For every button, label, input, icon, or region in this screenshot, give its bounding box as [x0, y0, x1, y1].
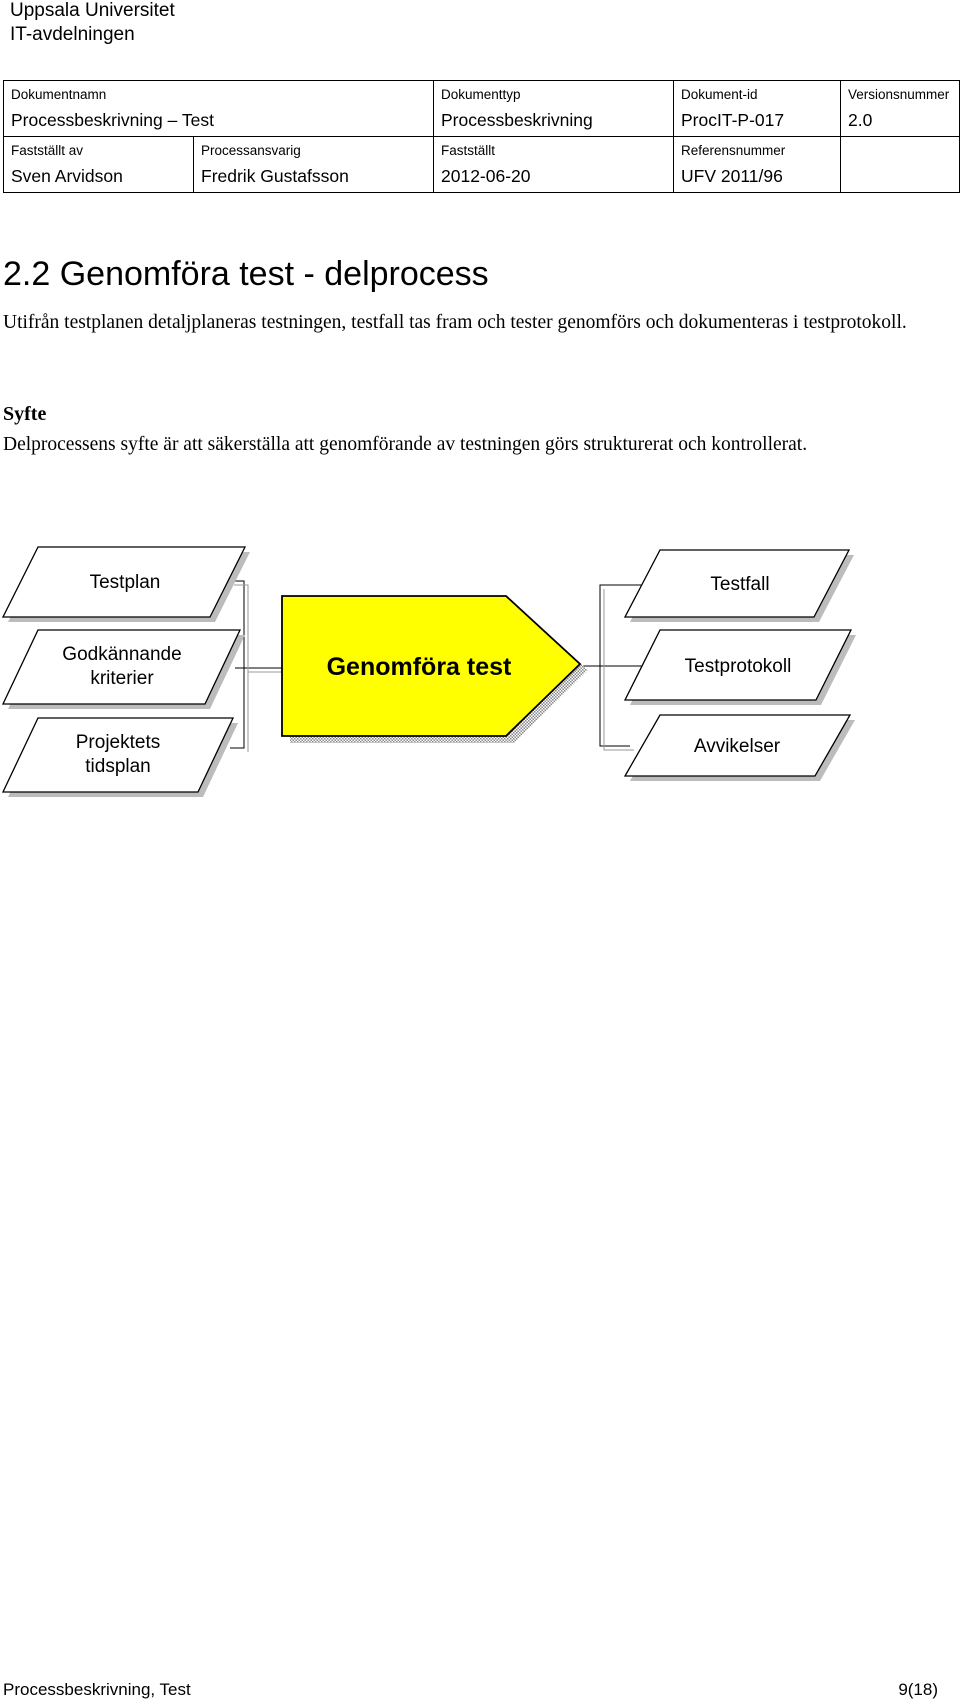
organization-name: Uppsala Universitet: [10, 0, 175, 21]
input-label: tidsplan: [85, 756, 151, 777]
department-name: IT-avdelningen: [10, 24, 135, 45]
metadata-cell-approved-by: [4, 137, 194, 193]
metadata-value: Sven Arvidson: [11, 166, 123, 186]
footer-page-number: 9(18): [898, 1680, 938, 1699]
metadata-value: Processbeskrivning: [441, 110, 593, 130]
metadata-value: UFV 2011/96: [681, 166, 783, 186]
input-label: kriterier: [90, 668, 154, 689]
metadata-row: [4, 137, 960, 193]
output-label: Avvikelser: [693, 736, 781, 757]
document-metadata-table: [3, 80, 960, 193]
metadata-cell-approved-date: [434, 137, 674, 193]
metadata-value: Processbeskrivning – Test: [11, 110, 214, 130]
metadata-cell-version: [841, 81, 960, 137]
metadata-cell-document-id: [674, 81, 841, 137]
connector-line: [230, 581, 244, 748]
output-label: Testfall: [710, 574, 770, 595]
metadata-label: Processansvarig: [201, 143, 301, 158]
input-label: Projektets: [75, 732, 161, 753]
metadata-row: [4, 81, 960, 137]
input-shape: [3, 630, 240, 704]
input-label: Godkännande: [62, 644, 182, 665]
input-project-schedule: [3, 718, 238, 797]
metadata-value: Fredrik Gustafsson: [201, 166, 349, 186]
metadata-value: 2012-06-20: [441, 166, 531, 186]
metadata-label: Fastställt av: [11, 143, 84, 158]
metadata-label: Dokument-id: [681, 87, 758, 102]
metadata-cell-document-name: [4, 81, 434, 137]
purpose-heading: Syfte: [3, 403, 47, 425]
section-heading: 2.2 Genomföra test - delprocess: [3, 255, 489, 293]
intro-paragraph: Utifrån testplanen detaljplaneras testningen, testfall tas fram och tester genomförs och dokumenteras i testprotokoll.: [3, 312, 907, 333]
footer-document-title: Processbeskrivning, Test: [3, 1680, 191, 1699]
metadata-label: Dokumentnamn: [11, 87, 107, 102]
output-testprotokoll: [625, 630, 856, 705]
metadata-label: Referensnummer: [681, 143, 786, 158]
metadata-label: Versionsnummer: [848, 87, 950, 102]
metadata-label: Dokumenttyp: [441, 87, 521, 102]
metadata-cell-empty: [841, 137, 960, 193]
input-testplan: [3, 547, 250, 622]
output-testfall: [625, 550, 854, 622]
input-label: Testplan: [89, 572, 161, 593]
purpose-paragraph: Delprocessens syfte är att säkerställa att genomförande av testningen görs strukturerat och kontrollerat.: [3, 434, 808, 455]
output-avvikelser: [625, 715, 855, 781]
input-connectors: [230, 581, 283, 748]
metadata-value: ProcIT-P-017: [681, 110, 785, 130]
metadata-value: 2.0: [848, 110, 873, 130]
process-label: Genomföra test: [326, 653, 512, 681]
input-shape: [3, 718, 233, 792]
metadata-label: Fastställt: [441, 143, 496, 158]
metadata-cell-reference-number: [674, 137, 841, 193]
metadata-cell-document-type: [434, 81, 674, 137]
output-label: Testprotokoll: [684, 656, 792, 677]
metadata-cell-process-owner: [194, 137, 434, 193]
process-diagram: [0, 540, 960, 800]
input-acceptance-criteria: [3, 630, 245, 709]
process-genomfora-test: [282, 596, 588, 743]
